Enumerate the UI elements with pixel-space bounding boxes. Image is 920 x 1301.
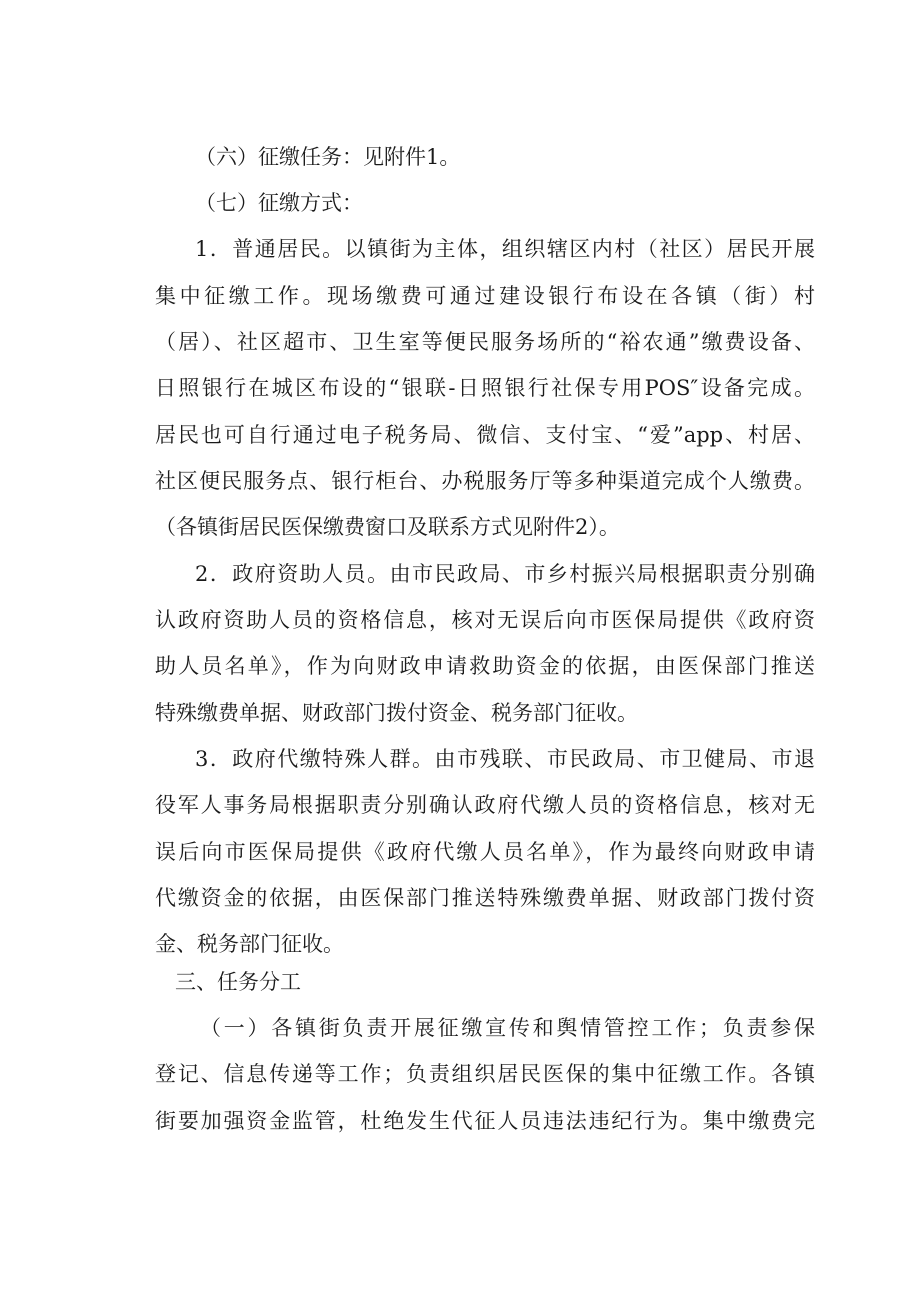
paragraph-line: （一）各镇街负责开展征缴宣传和舆情管控工作；负责参保 bbox=[200, 1016, 815, 1040]
paragraph-line: （居）、社区超市、卫生室等便民服务场所的“裕农通”缴费设备、 bbox=[155, 330, 815, 354]
paragraph-line: 街要加强资金监管，杜绝发生代征人员违法违纪行为。集中缴费完 bbox=[155, 1109, 815, 1133]
paragraph-line: 集中征缴工作。现场缴费可通过建设银行布设在各镇（街）村 bbox=[155, 284, 815, 308]
paragraph-line: 2．政府资助人员。由市民政局、市乡村振兴局根据职责分别确 bbox=[195, 562, 815, 586]
paragraph-line: 日照银行在城区布设的“银联-日照银行社保专用POS″设备完成。 bbox=[155, 376, 815, 400]
paragraph-line: 认政府资助人员的资格信息，核对无误后向市医保局提供《政府资 bbox=[155, 608, 815, 632]
paragraph-line: 代缴资金的依据，由医保部门推送特殊缴费单据、财政部门拨付资 bbox=[155, 886, 815, 910]
section-heading: 三、任务分工 bbox=[175, 970, 301, 994]
paragraph-line: 1．普通居民。以镇街为主体，组织辖区内村（社区）居民开展 bbox=[195, 237, 815, 261]
paragraph-line: （七）征缴方式： bbox=[195, 191, 363, 215]
paragraph-line: 误后向市医保局提供《政府代缴人员名单》，作为最终向财政申请 bbox=[155, 840, 815, 864]
paragraph-line: 助人员名单》，作为向财政申请救助资金的依据，由医保部门推送 bbox=[155, 654, 815, 678]
paragraph-line: 登记、信息传递等工作；负责组织居民医保的集中征缴工作。各镇 bbox=[155, 1062, 815, 1086]
paragraph-line: 居民也可自行通过电子税务局、微信、支付宝、“爱”app、村居、 bbox=[155, 423, 815, 447]
paragraph-line: （六）征缴任务：见附件1。 bbox=[195, 145, 461, 169]
paragraph-line: 特殊缴费单据、财政部门拨付资金、税务部门征收。 bbox=[155, 701, 638, 725]
paragraph-line: 役军人事务局根据职责分别确认政府代缴人员的资格信息，核对无 bbox=[155, 793, 815, 817]
paragraph-line: 社区便民服务点、银行柜台、办税服务厅等多种渠道完成个人缴费。 bbox=[155, 469, 815, 493]
paragraph-line: （各镇街居民医保缴费窗口及联系方式见附件2）。 bbox=[155, 515, 620, 539]
paragraph-line: 3．政府代缴特殊人群。由市残联、市民政局、市卫健局、市退 bbox=[195, 747, 815, 771]
paragraph-line: 金、税务部门征收。 bbox=[155, 932, 344, 956]
